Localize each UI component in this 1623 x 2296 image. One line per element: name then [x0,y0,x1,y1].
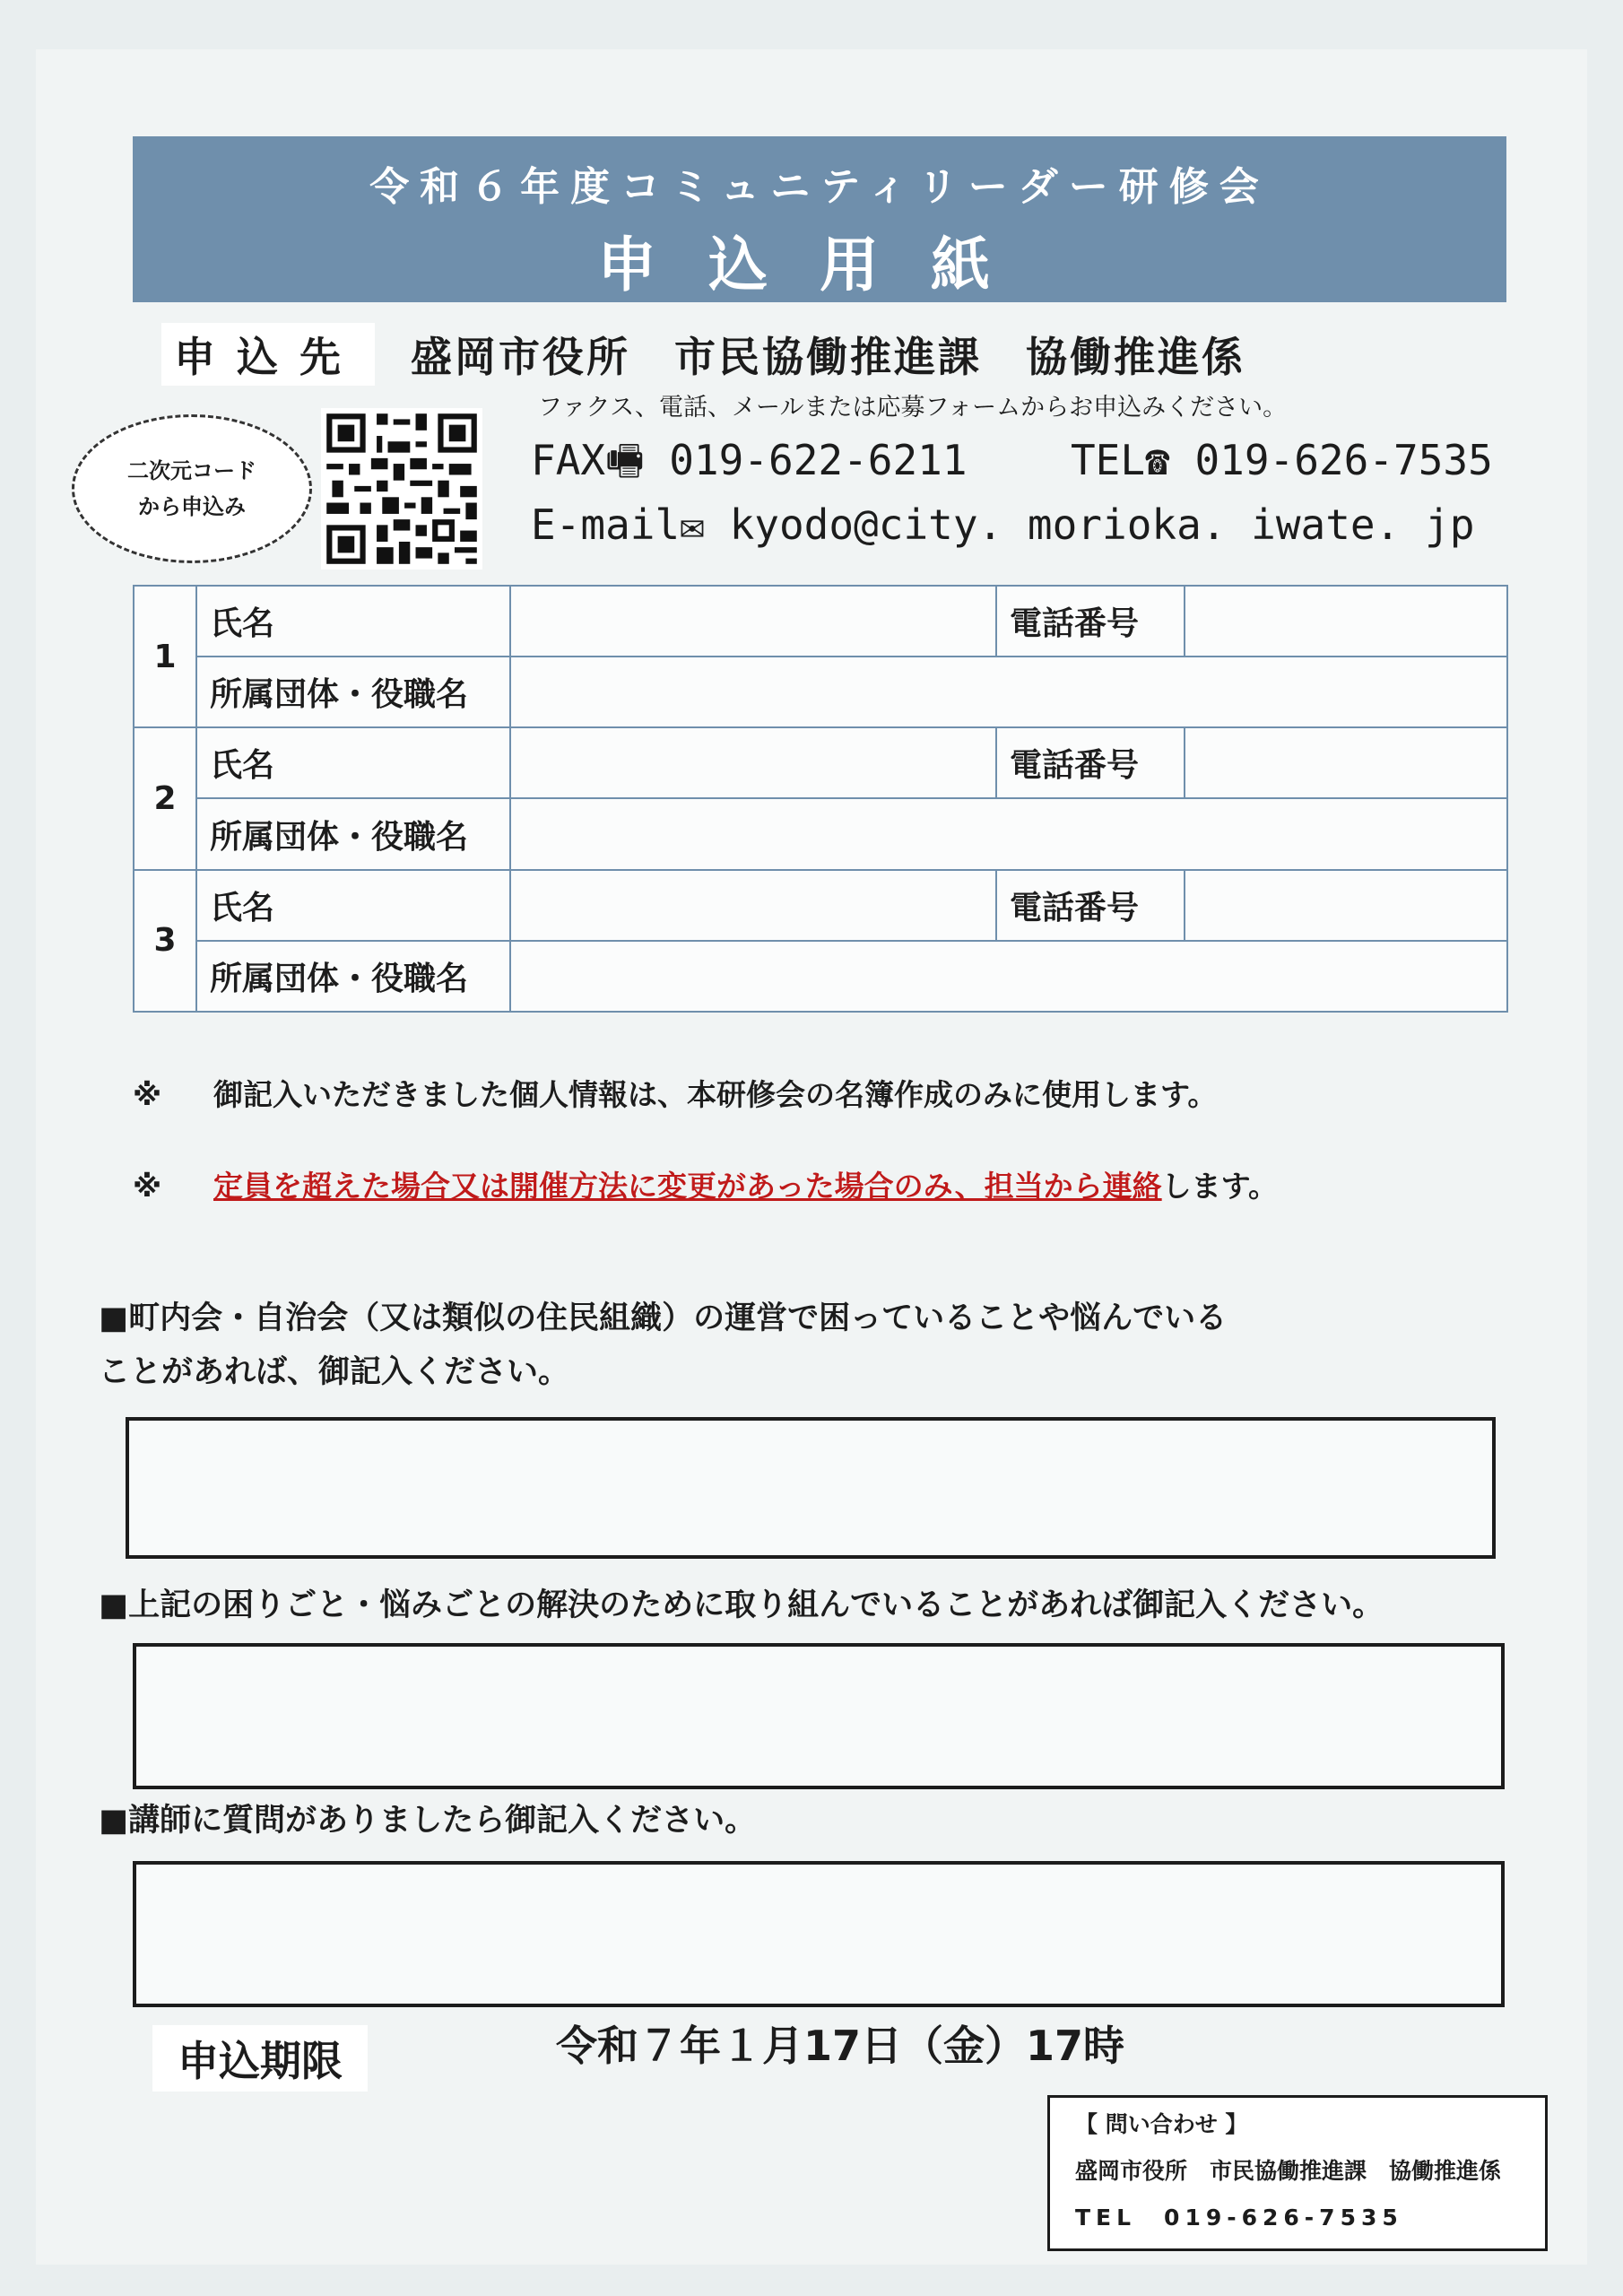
inquiry-title: 【 問い合わせ 】 [1075,2111,1248,2137]
answer-box-2[interactable] [133,1643,1505,1789]
row-number: 3 [134,870,196,1012]
qr-callout-bubble [72,414,312,563]
email-label: E-mail✉ [531,500,705,549]
name-label: 氏名 [196,870,510,941]
note-mark: ※ [133,1169,162,1204]
affiliation-field[interactable] [510,798,1507,869]
form-title: 申込用紙 [597,230,1042,300]
privacy-note [133,1072,1217,1114]
qr-callout-line2: から申込み [138,494,246,519]
affiliation-label: 所属団体・役職名 [196,798,510,869]
name-label: 氏名 [196,727,510,798]
question-2: ■上記の困りごと・悩みごとの解決のために取り組んでいることがあれば御記入ください。 [99,1587,1384,1623]
phone-field[interactable] [1185,870,1507,941]
phone-label: 電話番号 [996,727,1185,798]
phone-label: 電話番号 [996,870,1185,941]
name-field[interactable] [510,586,996,657]
table-row [134,798,1507,869]
deadline-label: 申込期限 [152,2025,368,2092]
capacity-note-highlight: 定員を超えた場合又は開催方法に変更があった場合のみ、担当から連絡 [213,1169,1162,1204]
question-3: ■講師に質問がありましたら御記入ください。 [99,1803,757,1839]
tel-label: TEL☎ [1070,436,1170,484]
table-row [134,586,1507,657]
email-line [531,500,1474,549]
fax-number[interactable]: 019-622-6211 [669,436,968,484]
affiliation-label: 所属団体・役職名 [196,941,510,1012]
table-row [134,727,1507,798]
destination-organization: 盛岡市役所 市民協働推進課 協働推進係 [411,333,1245,381]
applicant-table [133,585,1508,1013]
question-1-line1: ■町内会・自治会（又は類似の住民組織）の運営で困っていることや悩んでいる [99,1300,1228,1336]
fax-label: FAX🖷 [531,436,645,484]
affiliation-label: 所属団体・役職名 [196,657,510,727]
qr-code-icon[interactable] [321,408,482,570]
inquiry-organization: 盛岡市役所 市民協働推進課 協働推進係 [1075,2158,1502,2184]
name-field[interactable] [510,727,996,798]
affiliation-field[interactable] [510,657,1507,727]
row-number: 1 [134,586,196,727]
name-label: 氏名 [196,586,510,657]
question-1-line2: ことがあれば、御記入ください。 [99,1354,570,1390]
name-field[interactable] [510,870,996,941]
privacy-note-text: 御記入いただきました個人情報は、本研修会の名簿作成のみに使用します。 [213,1077,1218,1112]
capacity-note [133,1163,1278,1205]
inquiry-phone[interactable]: TEL 019-626-7535 [1075,2205,1403,2231]
fax-tel-line [531,430,1493,500]
capacity-note-tail: します。 [1161,1169,1279,1204]
affiliation-field[interactable] [510,941,1507,1012]
title-banner [133,136,1506,302]
answer-box-3[interactable] [133,1861,1505,2007]
row-number: 2 [134,727,196,869]
phone-label: 電話番号 [996,586,1185,657]
phone-field[interactable] [1185,727,1507,798]
email-address[interactable]: kyodo@city. morioka. iwate. jp [729,500,1475,549]
table-row [134,941,1507,1012]
phone-field[interactable] [1185,586,1507,657]
destination-row [161,323,1245,386]
application-methods-note: ファクス、電話、メールまたは応募フォームからお申込みください。 [538,394,1288,422]
deadline-date: 令和７年１月17日（金）17時 [556,2022,1125,2070]
event-subtitle: 令和６年度コミュニティリーダー研修会 [369,164,1270,210]
question-1 [99,1292,1227,1399]
destination-label: 申込先 [161,323,375,386]
inquiry-box [1047,2095,1548,2251]
note-mark: ※ [133,1077,162,1112]
qr-callout-line1: 二次元コード [127,458,256,483]
tel-number[interactable]: 019-626-7535 [1194,436,1493,484]
table-row [134,657,1507,727]
answer-box-1[interactable] [126,1417,1496,1559]
table-row [134,870,1507,941]
